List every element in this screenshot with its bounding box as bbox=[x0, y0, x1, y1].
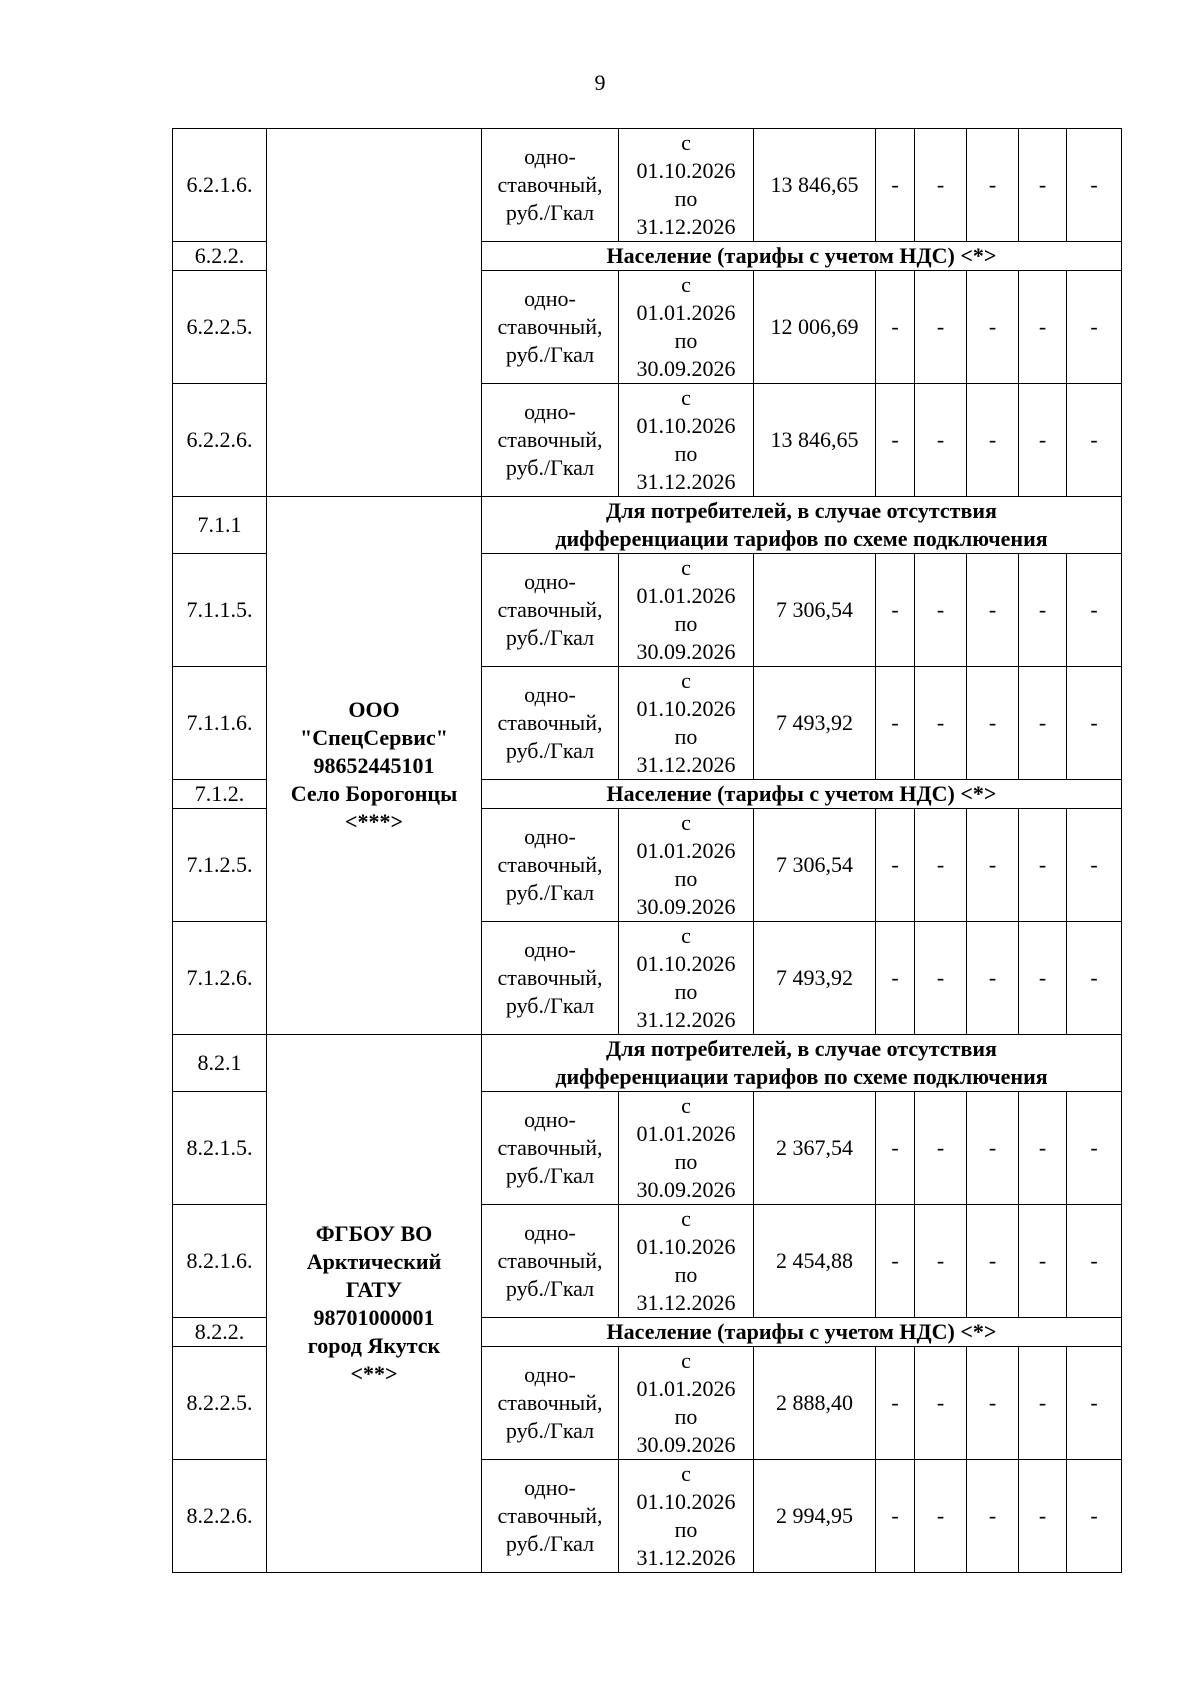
organization-name-line: <**> bbox=[350, 1360, 398, 1386]
rate-type-line: ставочный, bbox=[497, 314, 603, 339]
period-line: по bbox=[674, 1262, 698, 1287]
organization-cell bbox=[267, 129, 482, 497]
dash-cell: - bbox=[915, 1205, 967, 1318]
tariff-value: 2 454,88 bbox=[754, 1205, 876, 1318]
dash-cell: - bbox=[915, 1347, 967, 1460]
organization-name-line: ООО bbox=[348, 696, 400, 722]
row-code: 6.2.2.6. bbox=[173, 384, 267, 497]
dash-cell: - bbox=[1067, 1205, 1122, 1318]
rate-type-line: ставочный, bbox=[497, 172, 603, 197]
row-code: 6.2.2. bbox=[173, 242, 267, 271]
rate-type-line: руб./Гкал bbox=[505, 1418, 595, 1443]
period-line: с bbox=[681, 1348, 691, 1373]
dash-cell: - bbox=[915, 1092, 967, 1205]
organization-name-line: 98701000001 bbox=[313, 1304, 435, 1330]
row-code: 6.2.2.5. bbox=[173, 271, 267, 384]
dash-cell: - bbox=[967, 271, 1019, 384]
period-line: по bbox=[674, 979, 698, 1004]
period-line: с bbox=[681, 668, 691, 693]
rate-type-line: ставочный, bbox=[497, 1390, 603, 1415]
dash-cell: - bbox=[1019, 667, 1067, 780]
period-line: 30.09.2026 bbox=[636, 356, 736, 381]
dash-cell: - bbox=[1019, 1347, 1067, 1460]
rate-type-cell bbox=[482, 384, 619, 497]
tariff-value: 7 306,54 bbox=[754, 809, 876, 922]
row-code: 7.1.2.6. bbox=[173, 922, 267, 1035]
organization-name-line: "СпецСервис" bbox=[300, 724, 448, 750]
organization-name-line: 98652445101 bbox=[313, 752, 435, 778]
period-line: 30.09.2026 bbox=[636, 1177, 736, 1202]
organization-cell bbox=[267, 497, 482, 1035]
dash-cell: - bbox=[1019, 384, 1067, 497]
consumers-header bbox=[482, 1035, 1122, 1092]
dash-cell: - bbox=[1019, 1460, 1067, 1573]
rate-type-cell bbox=[482, 554, 619, 667]
period-cell bbox=[619, 667, 754, 780]
tariff-value: 13 846,65 bbox=[754, 384, 876, 497]
period-line: 30.09.2026 bbox=[636, 639, 736, 664]
dash-cell: - bbox=[915, 554, 967, 667]
tariff-table bbox=[172, 128, 1122, 1573]
consumers-header-line: Для потребителей, в случае отсутствия bbox=[606, 498, 997, 523]
period-line: с bbox=[681, 1206, 691, 1231]
period-line: 01.01.2026 bbox=[636, 1121, 736, 1146]
period-line: 31.12.2026 bbox=[636, 469, 736, 494]
period-line: 01.10.2026 bbox=[636, 696, 736, 721]
rate-type-line: одно- bbox=[524, 1107, 576, 1132]
period-line: по bbox=[674, 186, 698, 211]
period-cell bbox=[619, 384, 754, 497]
period-line: 01.10.2026 bbox=[636, 413, 736, 438]
period-line: с bbox=[681, 1461, 691, 1486]
rate-type-line: ставочный, bbox=[497, 1248, 603, 1273]
rate-type-cell bbox=[482, 1092, 619, 1205]
period-cell bbox=[619, 1347, 754, 1460]
period-cell bbox=[619, 554, 754, 667]
rate-type-line: ставочный, bbox=[497, 597, 603, 622]
rate-type-line: ставочный, bbox=[497, 1503, 603, 1528]
period-line: с bbox=[681, 810, 691, 835]
dash-cell: - bbox=[876, 1347, 915, 1460]
period-cell bbox=[619, 1092, 754, 1205]
rate-type-line: одно- bbox=[524, 144, 576, 169]
dash-cell: - bbox=[1019, 1205, 1067, 1318]
dash-cell: - bbox=[1067, 922, 1122, 1035]
dash-cell: - bbox=[967, 1205, 1019, 1318]
rate-type-line: одно- bbox=[524, 286, 576, 311]
consumers-header-line: Для потребителей, в случае отсутствия bbox=[606, 1036, 997, 1061]
rate-type-line: ставочный, bbox=[497, 427, 603, 452]
period-cell bbox=[619, 129, 754, 242]
period-line: 01.10.2026 bbox=[636, 951, 736, 976]
organization-name-line: <***> bbox=[344, 808, 404, 834]
dash-cell: - bbox=[1067, 667, 1122, 780]
dash-cell: - bbox=[1019, 129, 1067, 242]
table-row bbox=[173, 497, 1122, 554]
dash-cell: - bbox=[1019, 809, 1067, 922]
dash-cell: - bbox=[1067, 384, 1122, 497]
dash-cell: - bbox=[1067, 554, 1122, 667]
dash-cell: - bbox=[967, 809, 1019, 922]
organization-cell bbox=[267, 1035, 482, 1573]
dash-cell: - bbox=[876, 1460, 915, 1573]
period-cell bbox=[619, 809, 754, 922]
dash-cell: - bbox=[1019, 554, 1067, 667]
rate-type-cell bbox=[482, 1205, 619, 1318]
rate-type-line: одно- bbox=[524, 1475, 576, 1500]
dash-cell: - bbox=[1067, 1092, 1122, 1205]
rate-type-cell bbox=[482, 1460, 619, 1573]
organization-name-line: ГАТУ bbox=[345, 1276, 403, 1302]
consumers-header-line: дифференциации тарифов по схеме подключения bbox=[555, 526, 1048, 551]
period-line: по bbox=[674, 1517, 698, 1542]
dash-cell: - bbox=[1019, 271, 1067, 384]
period-line: по bbox=[674, 441, 698, 466]
page-number: 9 bbox=[594, 70, 606, 95]
rate-type-line: руб./Гкал bbox=[505, 1163, 595, 1188]
dash-cell: - bbox=[1067, 1347, 1122, 1460]
dash-cell: - bbox=[967, 1092, 1019, 1205]
dash-cell: - bbox=[967, 129, 1019, 242]
period-line: с bbox=[681, 555, 691, 580]
rate-type-cell bbox=[482, 667, 619, 780]
tariff-value: 2 888,40 bbox=[754, 1347, 876, 1460]
row-code: 8.2.2.6. bbox=[173, 1460, 267, 1573]
population-header: Население (тарифы с учетом НДС) <*> bbox=[482, 1318, 1122, 1347]
period-line: 31.12.2026 bbox=[636, 1290, 736, 1315]
dash-cell: - bbox=[915, 1460, 967, 1573]
period-line: 01.01.2026 bbox=[636, 1376, 736, 1401]
period-line: с bbox=[681, 385, 691, 410]
rate-type-line: одно- bbox=[524, 399, 576, 424]
organization-name-line: Село Борогонцы bbox=[290, 780, 458, 806]
period-line: с bbox=[681, 130, 691, 155]
rate-type-line: одно- bbox=[524, 824, 576, 849]
row-code: 8.2.1 bbox=[173, 1035, 267, 1092]
consumers-header bbox=[482, 497, 1122, 554]
rate-type-line: одно- bbox=[524, 1362, 576, 1387]
organization-name-line: ФГБОУ ВО bbox=[315, 1220, 433, 1246]
dash-cell: - bbox=[876, 1205, 915, 1318]
dash-cell: - bbox=[876, 271, 915, 384]
dash-cell: - bbox=[967, 1347, 1019, 1460]
dash-cell: - bbox=[876, 922, 915, 1035]
period-line: 01.01.2026 bbox=[636, 583, 736, 608]
tariff-value: 2 994,95 bbox=[754, 1460, 876, 1573]
period-line: 31.12.2026 bbox=[636, 214, 736, 239]
period-line: 01.01.2026 bbox=[636, 300, 736, 325]
dash-cell: - bbox=[1067, 1460, 1122, 1573]
dash-cell: - bbox=[915, 667, 967, 780]
rate-type-line: руб./Гкал bbox=[505, 455, 595, 480]
row-code: 6.2.1.6. bbox=[173, 129, 267, 242]
period-line: по bbox=[674, 724, 698, 749]
dash-cell: - bbox=[967, 667, 1019, 780]
period-line: по bbox=[674, 1149, 698, 1174]
table-row bbox=[173, 129, 1122, 242]
rate-type-cell bbox=[482, 809, 619, 922]
tariff-value: 12 006,69 bbox=[754, 271, 876, 384]
population-header: Население (тарифы с учетом НДС) <*> bbox=[482, 780, 1122, 809]
dash-cell: - bbox=[915, 271, 967, 384]
rate-type-line: одно- bbox=[524, 682, 576, 707]
tariff-value: 7 493,92 bbox=[754, 667, 876, 780]
period-line: 31.12.2026 bbox=[636, 752, 736, 777]
dash-cell: - bbox=[1019, 1092, 1067, 1205]
rate-type-line: одно- bbox=[524, 569, 576, 594]
rate-type-line: руб./Гкал bbox=[505, 880, 595, 905]
dash-cell: - bbox=[876, 384, 915, 497]
period-line: 01.10.2026 bbox=[636, 1489, 736, 1514]
period-line: по bbox=[674, 1404, 698, 1429]
dash-cell: - bbox=[876, 809, 915, 922]
dash-cell: - bbox=[915, 809, 967, 922]
row-code: 7.1.2.5. bbox=[173, 809, 267, 922]
consumers-header-line: дифференциации тарифов по схеме подключения bbox=[555, 1064, 1048, 1089]
dash-cell: - bbox=[915, 922, 967, 1035]
period-line: с bbox=[681, 1093, 691, 1118]
rate-type-line: руб./Гкал bbox=[505, 200, 595, 225]
period-cell bbox=[619, 1460, 754, 1573]
period-line: 30.09.2026 bbox=[636, 894, 736, 919]
population-header: Население (тарифы с учетом НДС) <*> bbox=[482, 242, 1122, 271]
dash-cell: - bbox=[876, 667, 915, 780]
table-row bbox=[173, 1035, 1122, 1092]
rate-type-line: одно- bbox=[524, 937, 576, 962]
period-line: с bbox=[681, 923, 691, 948]
period-cell bbox=[619, 1205, 754, 1318]
dash-cell: - bbox=[967, 1460, 1019, 1573]
dash-cell: - bbox=[876, 129, 915, 242]
rate-type-line: руб./Гкал bbox=[505, 1531, 595, 1556]
row-code: 7.1.2. bbox=[173, 780, 267, 809]
period-line: по bbox=[674, 611, 698, 636]
rate-type-cell bbox=[482, 129, 619, 242]
rate-type-line: ставочный, bbox=[497, 852, 603, 877]
period-line: 31.12.2026 bbox=[636, 1545, 736, 1570]
tariff-value: 2 367,54 bbox=[754, 1092, 876, 1205]
dash-cell: - bbox=[967, 554, 1019, 667]
rate-type-line: руб./Гкал bbox=[505, 738, 595, 763]
tariff-value: 7 306,54 bbox=[754, 554, 876, 667]
rate-type-line: ставочный, bbox=[497, 965, 603, 990]
dash-cell: - bbox=[967, 384, 1019, 497]
rate-type-cell bbox=[482, 271, 619, 384]
dash-cell: - bbox=[1019, 922, 1067, 1035]
period-line: 01.10.2026 bbox=[636, 1234, 736, 1259]
row-code: 7.1.1.5. bbox=[173, 554, 267, 667]
row-code: 7.1.1 bbox=[173, 497, 267, 554]
period-line: 30.09.2026 bbox=[636, 1432, 736, 1457]
dash-cell: - bbox=[876, 1092, 915, 1205]
rate-type-line: руб./Гкал bbox=[505, 1276, 595, 1301]
rate-type-line: руб./Гкал bbox=[505, 625, 595, 650]
period-line: 01.10.2026 bbox=[636, 158, 736, 183]
tariff-value: 7 493,92 bbox=[754, 922, 876, 1035]
dash-cell: - bbox=[1067, 129, 1122, 242]
dash-cell: - bbox=[876, 554, 915, 667]
row-code: 7.1.1.6. bbox=[173, 667, 267, 780]
rate-type-cell bbox=[482, 922, 619, 1035]
rate-type-line: одно- bbox=[524, 1220, 576, 1245]
rate-type-line: ставочный, bbox=[497, 710, 603, 735]
period-line: 31.12.2026 bbox=[636, 1007, 736, 1032]
period-line: 01.01.2026 bbox=[636, 838, 736, 863]
tariff-value: 13 846,65 bbox=[754, 129, 876, 242]
rate-type-line: руб./Гкал bbox=[505, 342, 595, 367]
period-cell bbox=[619, 271, 754, 384]
dash-cell: - bbox=[915, 384, 967, 497]
rate-type-line: руб./Гкал bbox=[505, 993, 595, 1018]
period-line: с bbox=[681, 272, 691, 297]
row-code: 8.2.1.6. bbox=[173, 1205, 267, 1318]
dash-cell: - bbox=[1067, 271, 1122, 384]
rate-type-cell bbox=[482, 1347, 619, 1460]
rate-type-line: ставочный, bbox=[497, 1135, 603, 1160]
organization-name-line: город Якутск bbox=[307, 1332, 441, 1358]
organization-name-line: Арктический bbox=[306, 1248, 442, 1274]
dash-cell: - bbox=[967, 922, 1019, 1035]
row-code: 8.2.1.5. bbox=[173, 1092, 267, 1205]
period-line: по bbox=[674, 866, 698, 891]
row-code: 8.2.2.5. bbox=[173, 1347, 267, 1460]
dash-cell: - bbox=[1067, 809, 1122, 922]
period-cell bbox=[619, 922, 754, 1035]
row-code: 8.2.2. bbox=[173, 1318, 267, 1347]
period-line: по bbox=[674, 328, 698, 353]
dash-cell: - bbox=[915, 129, 967, 242]
